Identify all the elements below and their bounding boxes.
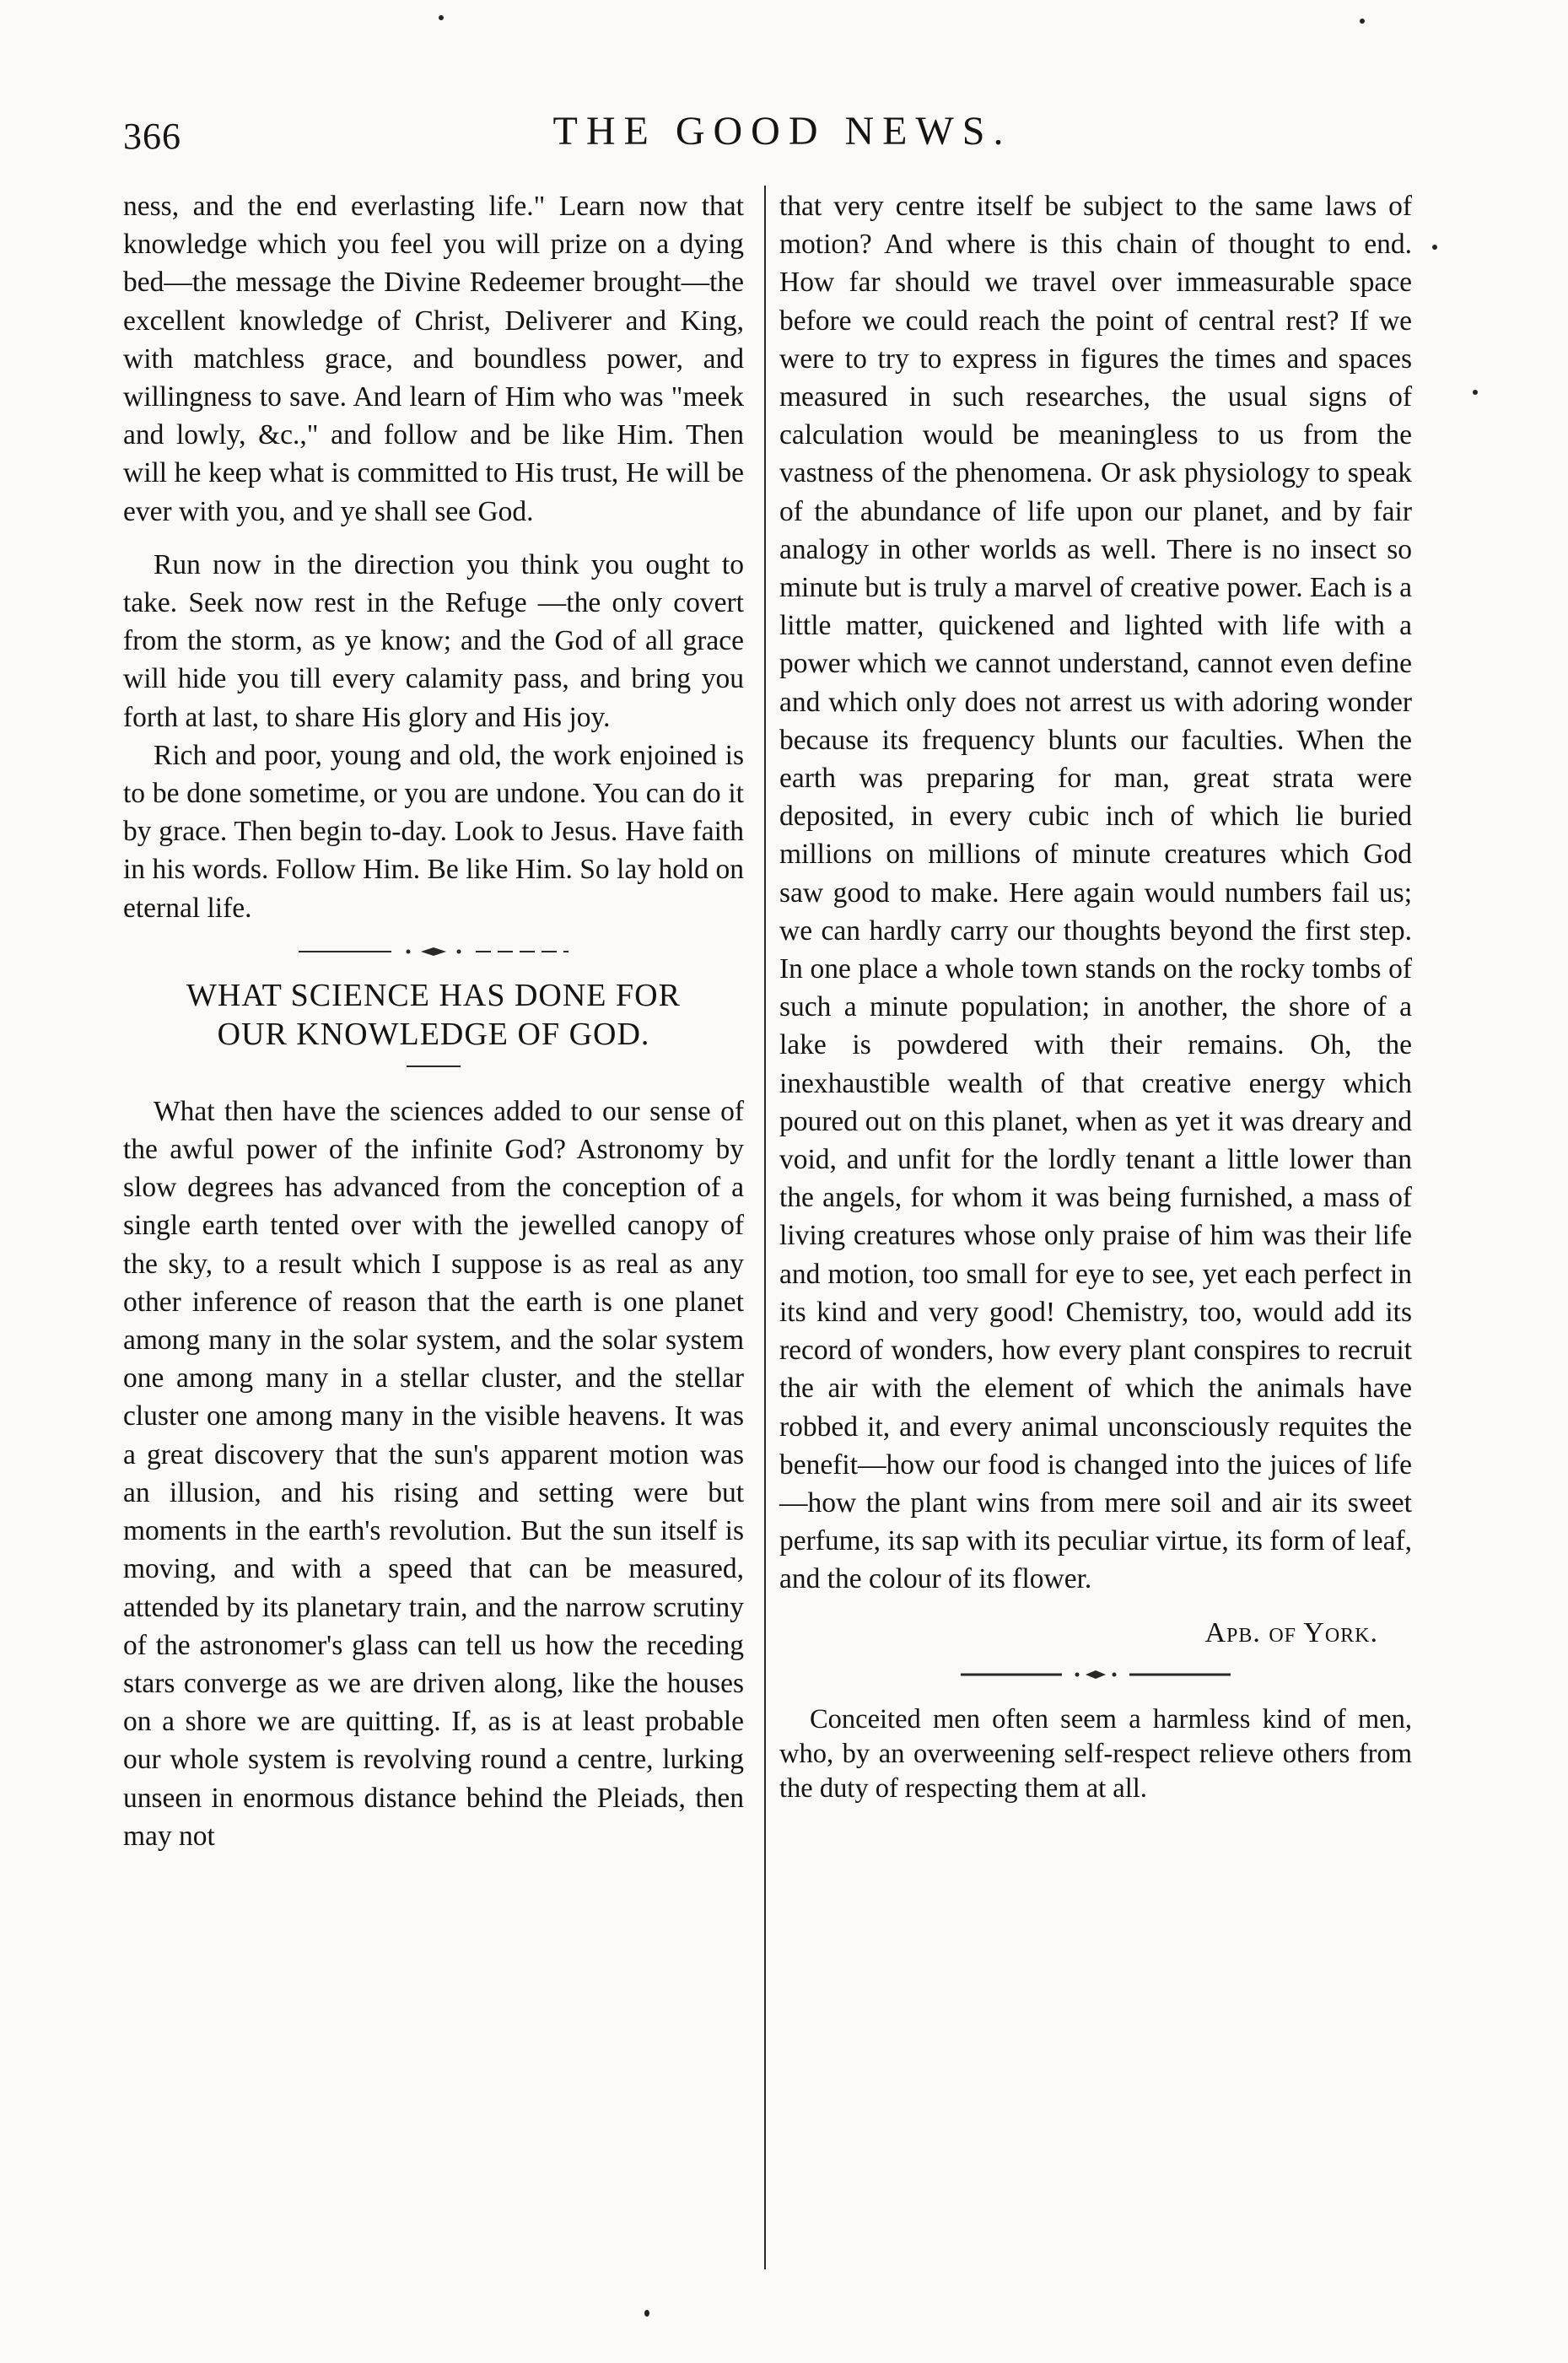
title-rule bbox=[407, 1066, 461, 1067]
ornament-divider bbox=[952, 1669, 1239, 1681]
paragraph: ness, and the end everlasting life." Learn now that knowledge which you feel you will prize on a dying bed—the message the Divine Redeemer brought—the excellent knowledge of Christ, Deliverer and King, with matchless grace, and boundless power, and willingness to save. And learn of Him who was "meek and lowly, &c.," and follow and be like Him. Then will he keep what is committed to His trust, He will be ever with you, and ye shall see God. bbox=[123, 191, 744, 527]
article-title-line: OUR KNOWLEDGE OF GOD. bbox=[217, 1016, 650, 1052]
print-speck bbox=[1473, 390, 1478, 395]
aside-paragraph: Conceited men often seem a harmless kind of men, who, by an overweening self-respect relieve others from the duty of respecting them at all. bbox=[779, 1703, 1412, 1804]
page-title: THE GOOD NEWS. bbox=[552, 109, 1012, 154]
right-column bbox=[779, 187, 1412, 1806]
page-number: 366 bbox=[123, 116, 181, 157]
print-speck bbox=[644, 2310, 649, 2317]
article-continuation: that very centre itself be subject to the same laws of motion? And where is this chain of thought to end. How far should we travel over immeasurable space before we could reach the point of central rest? If we were to try to express in figures the times and spaces measured in such researches, the usual signs of calculation would be meaningless to us from the vastness of the phenomena. Or ask physiology to speak of the abundance of life upon our planet, and by fair analogy in other worlds as well. There is no insect so minute but is truly a marvel of creative power. Each is a little matter, quickened and lighted with life with a power which we cannot understand, cannot even define and which only does not arrest us with adoring wonder because its frequency blunts our faculties. When the earth was preparing for man, great strata were deposited, in every cubic inch of which lie buried millions on millions of minute creatures which God saw good to make. Here again would numbers fail us; we can hardly carry our thoughts beyond the first step. In one place a whole town stands on the rocky tombs of such a minute population; in another, the shore of a lake is powdered with their remains. Oh, the inexhaustible wealth of that creative energy which poured out on this planet, when as yet it was dreary and void, and unfit for the lordly tenant a little lower than the angels, for whom it was being furnished, a mass of living creatures whose only praise of him was their life and motion, too small for eye to see, yet each perfect in its kind and very good! Chemistry, too, would add its record of wonders, how every plant conspires to recruit the air with the element of which the animals have robbed it, and every animal unconsciously requites the benefit—how our food is changed into the juices of life—how the plant wins from mere soil and air its sweet perfume, its sap with its peculiar virtue, its form of leaf, and the colour of its flower. bbox=[779, 191, 1412, 1595]
column-divider bbox=[764, 186, 766, 2269]
ornament-divider bbox=[290, 946, 577, 958]
paragraph: Rich and poor, young and old, the work enjoined is to be done sometime, or you are undone. You can do it by grace. Then begin to-day. Look to Jesus. Have faith in his words. Follow Him. Be like Him. So lay hold on eternal life. bbox=[123, 739, 744, 924]
paragraph: Run now in the direction you think you ought to take. Seek now rest in the Refuge —the only covert from the storm, as ye know; and the God of all grace will hide you till every calamity pass, and bring you forth at last, to share His glory and His joy. bbox=[123, 548, 744, 733]
print-speck bbox=[1360, 19, 1365, 24]
page-header bbox=[123, 108, 1441, 167]
signature: Apb. of York. bbox=[1204, 1616, 1378, 1648]
left-column bbox=[123, 187, 744, 1855]
aside-note bbox=[779, 1702, 1412, 1806]
article-title bbox=[123, 976, 744, 1054]
print-speck bbox=[439, 15, 444, 20]
print-speck bbox=[1432, 245, 1437, 250]
article-paragraph: What then have the sciences added to our sense of the awful power of the infinite God? Astronomy by slow degrees has advanced from the conception of a single earth tented over with the jewelled canopy of the sky, to a result which I suppose is as real as any other inference of reason that the earth is one planet among many in the solar system, and the solar system one among many in a stellar cluster, and the stellar cluster one among many in the visible heavens. It was a great discovery that the sun's apparent motion was an illusion, and his rising and setting were but moments in the earth's revolution. But the sun itself is moving, and with a speed that can be measured, attended by its planetary train, and the narrow scrutiny of the astronomer's glass can tell us how the receding stars converge as we are driven along, like the houses on a shore we are quitting. If, as is at least probable our whole system is revolving round a centre, lurking unseen in enormous distance behind the Pleiads, then may not bbox=[123, 1095, 744, 1852]
article-title-line: WHAT SCIENCE HAS DONE FOR bbox=[186, 977, 681, 1013]
